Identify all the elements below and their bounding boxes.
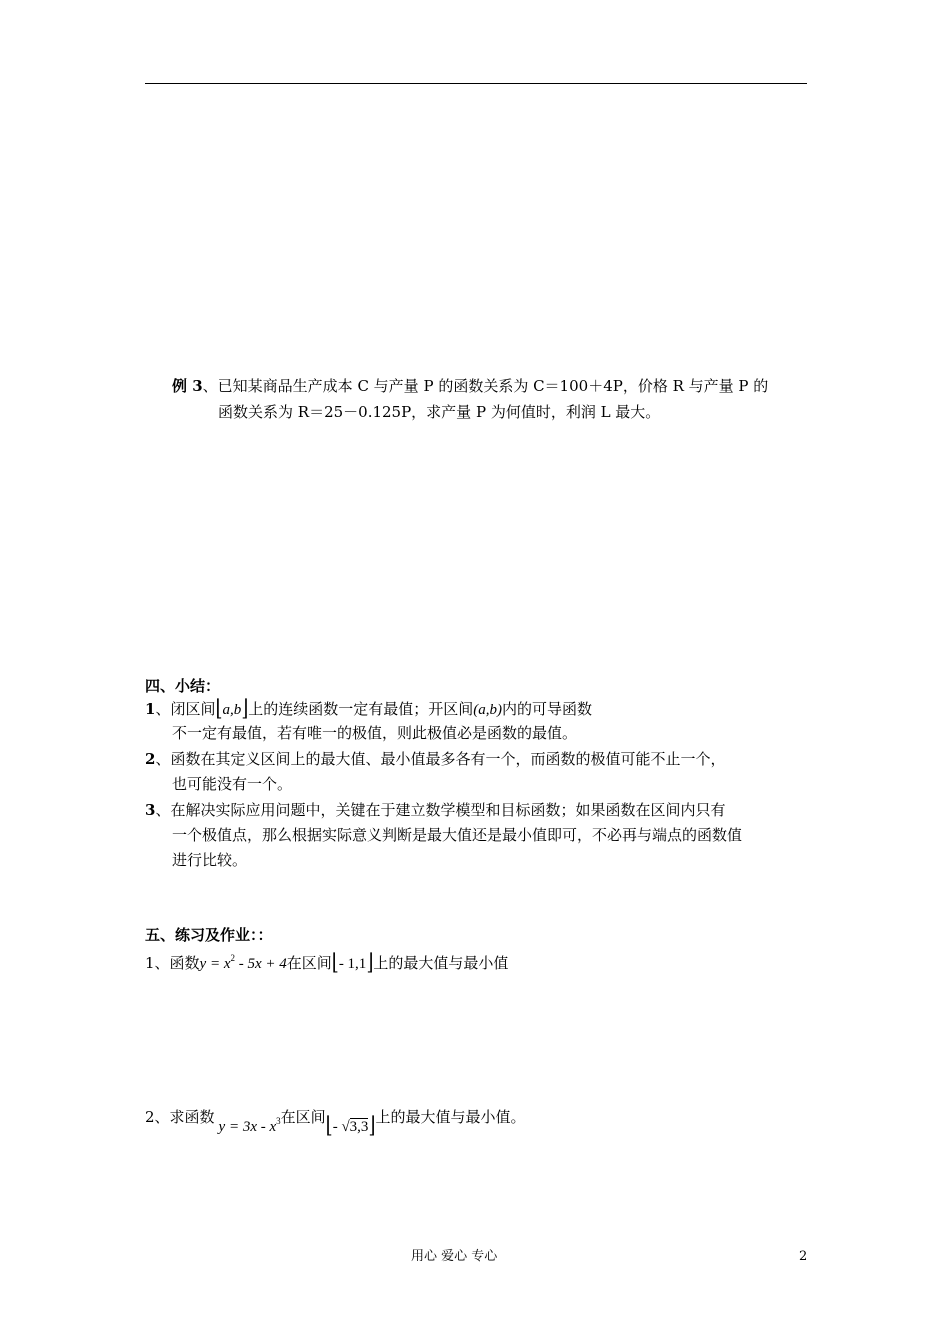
summary-item-2-text: 、函数在其定义区间上的最大值、最小值最多各有一个，而函数的极值可能不止一个，: [155, 750, 726, 768]
summary-item-3-line2: 一个极值点，那么根据实际意义判断是最大值还是最小值即可，不必再与端点的函数值: [172, 826, 743, 844]
footer-text: 用心 爱心 专心: [411, 1249, 498, 1264]
summary-item-3-number: 3: [145, 801, 156, 819]
summary-item-1-line2: 不一定有最值，若有唯一的极值，则此极值必是函数的最值。: [172, 724, 578, 742]
open-interval: (a,b): [473, 702, 503, 718]
exercise-2-formula: $y = 3x - x^3$: [218, 1116, 281, 1135]
summary-item-1: [145, 695, 593, 721]
summary-item-2-number: 2: [145, 750, 156, 768]
summary-item-3-text: 、在解决实际应用问题中，关键在于建立数学模型和目标函数；如果函数在区间内只有: [155, 801, 726, 819]
exercise-1-prefix: 1、函数: [145, 954, 200, 972]
summary-item-3: [145, 800, 725, 820]
summary-item-1-number: 1: [145, 700, 156, 718]
exercise-1-formula: $y = x^2 - 5x + 4$: [199, 953, 287, 972]
exercise-1-suffix: 上的最大值与最小值: [373, 954, 509, 972]
summary-item-1-text-b: 上的连续函数一定有最值；开区间: [248, 700, 474, 718]
exercise-2-prefix: 2、求函数: [145, 1108, 215, 1126]
example3-line2: 函数关系为 R＝25－0.125P，求产量 P 为何值时，利润 L 最大。: [218, 403, 661, 421]
summary-item-2: [145, 749, 725, 769]
example3-line1: [172, 376, 768, 396]
summary-item-3-line3: 进行比较。: [172, 851, 248, 869]
example3-label: 例 3: [172, 377, 203, 395]
sqrt-icon: √: [341, 1119, 350, 1135]
closed-interval: ⌊a,b⌋: [215, 695, 249, 721]
exercise-2-suffix: 上的最大值与最小值。: [375, 1108, 526, 1126]
exercise-2: [145, 1102, 526, 1138]
exercises-heading: 五、练习及作业：：: [145, 926, 273, 944]
exercise-1-mid: 在区间: [286, 954, 332, 972]
summary-item-2-line2: 也可能没有一个。: [172, 775, 293, 793]
summary-item-1-text-a: 、闭区间: [155, 700, 216, 718]
exercise-2-interval: ⌊- √3,3⌋: [325, 1112, 376, 1138]
page-number: 2: [799, 1249, 808, 1264]
summary-item-1-text-c: 内的可导函数: [502, 700, 593, 718]
exercise-1: [145, 948, 508, 974]
header-rule: [145, 83, 807, 84]
exercise-2-mid: 在区间: [280, 1108, 326, 1126]
example3-text-1: 、已知某商品生产成本 C 与产量 P 的函数关系为 C＝100＋4P，价格 R 与产量 P 的: [202, 377, 769, 395]
exercise-1-interval: ⌊- 1,1⌋: [331, 949, 374, 975]
summary-heading: 四、小结：: [145, 677, 221, 695]
